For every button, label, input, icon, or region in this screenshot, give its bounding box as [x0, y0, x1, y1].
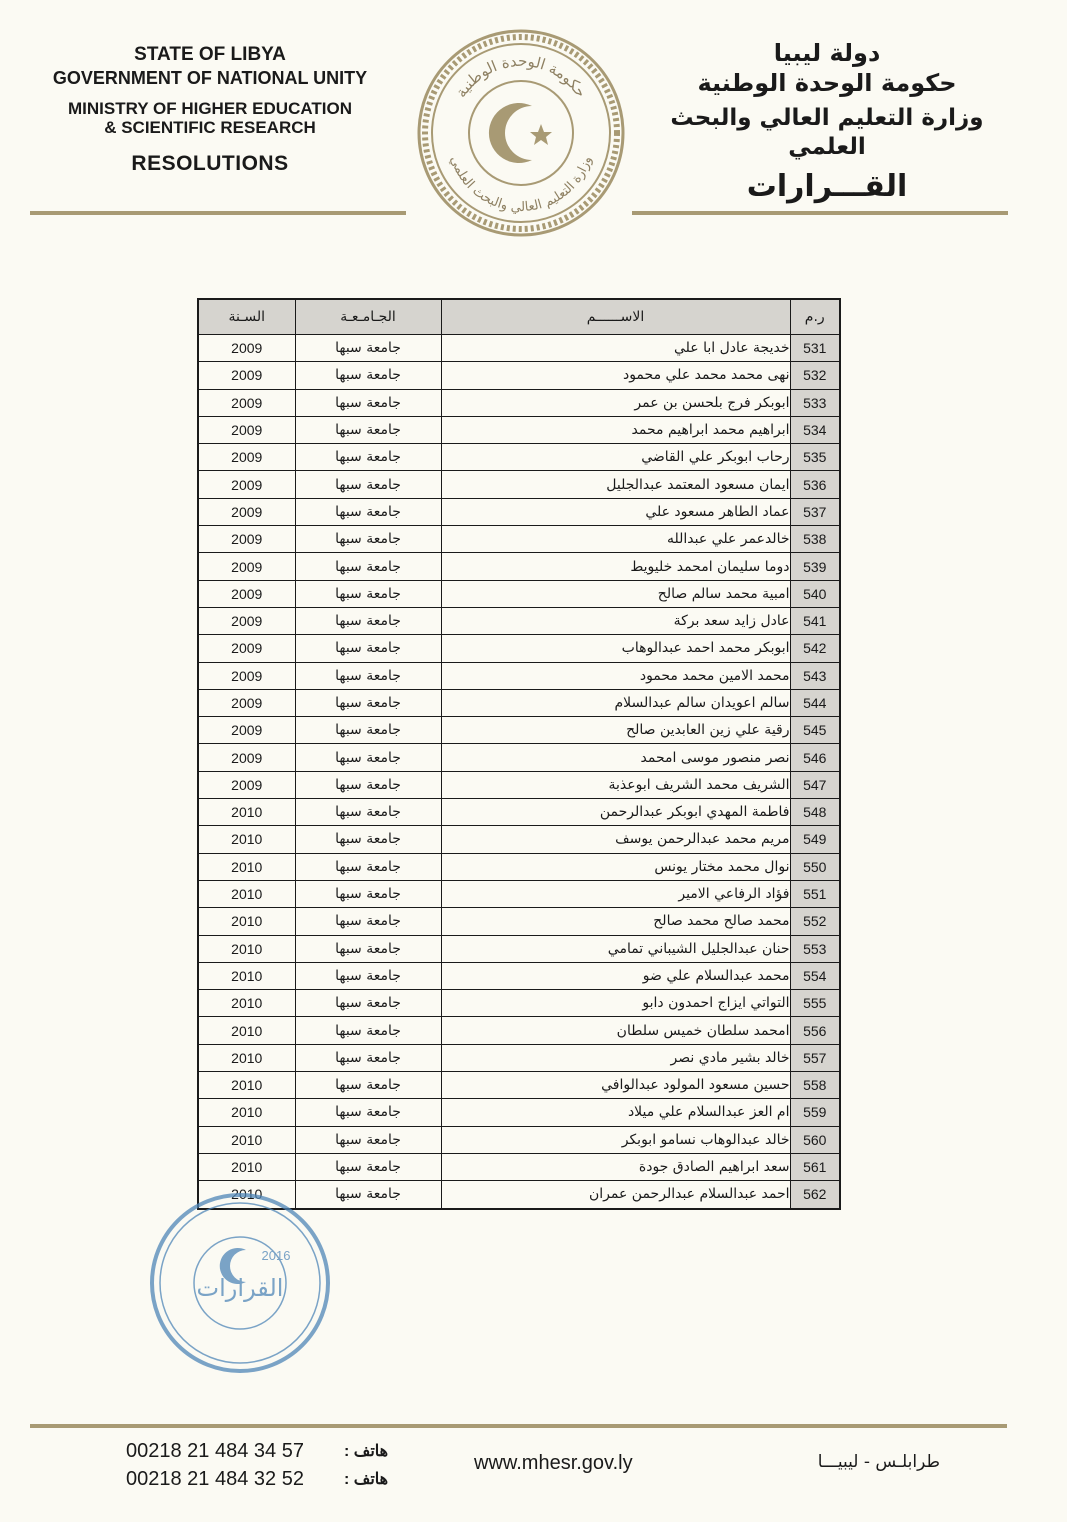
cell-year: 2010 — [198, 1153, 295, 1180]
cell-number: 554 — [790, 962, 840, 989]
english-letterhead — [30, 44, 390, 176]
cell-name: حسين مسعود المولود عبدالوافي — [441, 1072, 790, 1099]
cell-number: 560 — [790, 1126, 840, 1153]
arabic-letterhead — [647, 38, 1007, 205]
header-rule-left — [30, 211, 406, 215]
table-row — [198, 935, 840, 962]
cell-year: 2009 — [198, 771, 295, 798]
cell-year: 2009 — [198, 335, 295, 362]
cell-university: جامعة سبها — [295, 826, 441, 853]
cell-university: جامعة سبها — [295, 362, 441, 389]
government-name-en: GOVERNMENT OF NATIONAL UNITY — [52, 67, 368, 88]
department-name-en: RESOLUTIONS — [131, 151, 289, 175]
cell-number: 535 — [790, 444, 840, 471]
cell-year: 2009 — [198, 635, 295, 662]
cell-number: 553 — [790, 935, 840, 962]
cell-university: جامعة سبها — [295, 1044, 441, 1071]
table-row — [198, 1099, 840, 1126]
svg-text:حكومة الوحدة الوطنية: حكومة الوحدة الوطنية — [451, 51, 591, 101]
table-row — [198, 771, 840, 798]
cell-name: خالدعمر علي عبدالله — [441, 526, 790, 553]
cell-name: حنان عبدالجليل الشيباني تمامي — [441, 935, 790, 962]
cell-name: خالد بشير مادي نصر — [441, 1044, 790, 1071]
cell-university: جامعة سبها — [295, 744, 441, 771]
cell-name: الشريف محمد الشريف ابوعذبة — [441, 771, 790, 798]
cell-name: امبية محمد سالم صالح — [441, 580, 790, 607]
ministry-emblem-icon — [412, 28, 630, 238]
cell-university: جامعة سبها — [295, 389, 441, 416]
cell-name: فؤاد الرفاعي الامير — [441, 880, 790, 907]
official-stamp-icon — [142, 1188, 338, 1378]
cell-university: جامعة سبها — [295, 880, 441, 907]
cell-university: جامعة سبها — [295, 498, 441, 525]
state-name-ar: دولة ليبيا — [773, 39, 881, 67]
cell-year: 2010 — [198, 1072, 295, 1099]
cell-university: جامعة سبها — [295, 526, 441, 553]
table-row — [198, 444, 840, 471]
cell-number: 538 — [790, 526, 840, 553]
cell-name: عادل زايد سعد بركة — [441, 607, 790, 634]
cell-year: 2009 — [198, 689, 295, 716]
cell-university: جامعة سبها — [295, 662, 441, 689]
cell-year: 2009 — [198, 416, 295, 443]
cell-university: جامعة سبها — [295, 717, 441, 744]
cell-name: محمد صالح محمد صالح — [441, 908, 790, 935]
cell-name: خالد عبدالوهاب نسامو ابوبكر — [441, 1126, 790, 1153]
table-row — [198, 717, 840, 744]
cell-name: فاطمة المهدي ابوبكر عبدالرحمن — [441, 799, 790, 826]
table-row — [198, 1072, 840, 1099]
graduates-table — [197, 298, 841, 1210]
cell-year: 2010 — [198, 1181, 295, 1209]
cell-university: جامعة سبها — [295, 1072, 441, 1099]
cell-name: محمد الامين محمد محمود — [441, 662, 790, 689]
website-url: www.mhesr.gov.ly — [474, 1452, 633, 1474]
cell-year: 2010 — [198, 1099, 295, 1126]
cell-year: 2010 — [198, 1044, 295, 1071]
cell-name: ابوبكر فرج بلحسن بن عمر — [441, 389, 790, 416]
cell-university: جامعة سبها — [295, 471, 441, 498]
cell-university: جامعة سبها — [295, 416, 441, 443]
ministry-name-en-2: & SCIENTIFIC RESEARCH — [104, 118, 316, 138]
cell-number: 556 — [790, 1017, 840, 1044]
cell-university: جامعة سبها — [295, 1099, 441, 1126]
table-row — [198, 416, 840, 443]
column-header-year: السـنة — [198, 299, 295, 335]
cell-university: جامعة سبها — [295, 635, 441, 662]
cell-number: 558 — [790, 1072, 840, 1099]
cell-university: جامعة سبها — [295, 771, 441, 798]
footer-rule — [30, 1424, 1007, 1428]
cell-year: 2009 — [198, 362, 295, 389]
cell-name: نهى محمد محمد علي محمود — [441, 362, 790, 389]
cell-number: 550 — [790, 853, 840, 880]
table-row — [198, 1126, 840, 1153]
column-header-number: ر.م — [790, 299, 840, 335]
table-row — [198, 662, 840, 689]
cell-number: 533 — [790, 389, 840, 416]
cell-year: 2010 — [198, 799, 295, 826]
cell-name: عماد الطاهر مسعود علي — [441, 498, 790, 525]
cell-university: جامعة سبها — [295, 908, 441, 935]
column-header-university: الجـامـعـة — [295, 299, 441, 335]
cell-university: جامعة سبها — [295, 1153, 441, 1180]
cell-university: جامعة سبها — [295, 607, 441, 634]
svg-text:وزارة التعليم العالي والبحث ال: وزارة التعليم العالي والبحث العلمي — [446, 154, 596, 216]
cell-year: 2009 — [198, 526, 295, 553]
cell-year: 2009 — [198, 662, 295, 689]
table-row — [198, 607, 840, 634]
phone-entry — [126, 1465, 388, 1493]
cell-year: 2009 — [198, 553, 295, 580]
city-address: طرابلـس - ليبيـــا — [817, 1452, 940, 1472]
phone-label: هاتف : — [344, 1471, 389, 1488]
table-row — [198, 826, 840, 853]
table-row — [198, 553, 840, 580]
state-name-en: STATE OF LIBYA — [134, 44, 286, 65]
cell-year: 2010 — [198, 826, 295, 853]
table-row — [198, 853, 840, 880]
table-row — [198, 908, 840, 935]
cell-number: 547 — [790, 771, 840, 798]
cell-number: 552 — [790, 908, 840, 935]
cell-number: 562 — [790, 1181, 840, 1209]
table-row — [198, 362, 840, 389]
cell-number: 544 — [790, 689, 840, 716]
cell-name: ايمان مسعود المعتمد عبدالجليل — [441, 471, 790, 498]
table-row — [198, 1044, 840, 1071]
cell-year: 2009 — [198, 607, 295, 634]
table-header-row — [198, 299, 840, 335]
phone-label: هاتف : — [344, 1443, 389, 1460]
cell-year: 2009 — [198, 444, 295, 471]
svg-text:2016: 2016 — [261, 1248, 291, 1263]
cell-number: 539 — [790, 553, 840, 580]
cell-university: جامعة سبها — [295, 1126, 441, 1153]
header-rule-right — [632, 211, 1008, 215]
cell-year: 2010 — [198, 935, 295, 962]
table-row — [198, 580, 840, 607]
cell-name: نوال محمد مختار يونس — [441, 853, 790, 880]
table-row — [198, 1153, 840, 1180]
cell-year: 2010 — [198, 962, 295, 989]
phone-number: 00218 21 484 34 57 — [126, 1439, 304, 1462]
cell-number: 546 — [790, 744, 840, 771]
cell-year: 2010 — [198, 990, 295, 1017]
phone-entry — [126, 1437, 388, 1465]
cell-university: جامعة سبها — [295, 689, 441, 716]
cell-university: جامعة سبها — [295, 580, 441, 607]
cell-number: 559 — [790, 1099, 840, 1126]
column-header-name: الاســــــم — [441, 299, 790, 335]
cell-year: 2009 — [198, 580, 295, 607]
cell-number: 541 — [790, 607, 840, 634]
cell-name: مريم محمد عبدالرحمن يوسف — [441, 826, 790, 853]
table-row — [198, 1017, 840, 1044]
cell-university: جامعة سبها — [295, 853, 441, 880]
cell-number: 532 — [790, 362, 840, 389]
cell-year: 2009 — [198, 744, 295, 771]
cell-university: جامعة سبها — [295, 444, 441, 471]
cell-university: جامعة سبها — [295, 962, 441, 989]
svg-text:القرارات: القرارات — [196, 1274, 284, 1302]
cell-number: 540 — [790, 580, 840, 607]
cell-number: 531 — [790, 335, 840, 362]
cell-name: ابوبكر محمد احمد عبدالوهاب — [441, 635, 790, 662]
government-name-ar: حكومة الوحدة الوطنية — [697, 69, 957, 97]
cell-name: امحمد سلطان خميس سلطان — [441, 1017, 790, 1044]
cell-year: 2010 — [198, 880, 295, 907]
cell-number: 548 — [790, 799, 840, 826]
cell-name: سالم اعويدان سالم عبدالسلام — [441, 689, 790, 716]
cell-name: خديجة عادل ابا علي — [441, 335, 790, 362]
cell-university: جامعة سبها — [295, 935, 441, 962]
cell-name: رحاب ابوبكر علي القاضي — [441, 444, 790, 471]
cell-number: 534 — [790, 416, 840, 443]
cell-year: 2010 — [198, 908, 295, 935]
table-row — [198, 471, 840, 498]
table-row — [198, 962, 840, 989]
cell-name: احمد عبدالسلام عبدالرحمن عمران — [441, 1181, 790, 1209]
cell-university: جامعة سبها — [295, 990, 441, 1017]
cell-name: رقية علي زين العابدين صالح — [441, 717, 790, 744]
cell-name: نصر منصور موسى امحمد — [441, 744, 790, 771]
cell-name: ام العز عبدالسلام علي ميلاد — [441, 1099, 790, 1126]
cell-number: 549 — [790, 826, 840, 853]
table-row — [198, 744, 840, 771]
phone-number: 00218 21 484 32 52 — [126, 1467, 304, 1490]
cell-name: دوما سليمان امحمد خليويط — [441, 553, 790, 580]
table-row — [198, 498, 840, 525]
cell-year: 2010 — [198, 1126, 295, 1153]
cell-number: 536 — [790, 471, 840, 498]
cell-year: 2010 — [198, 1017, 295, 1044]
cell-number: 545 — [790, 717, 840, 744]
table-row — [198, 526, 840, 553]
cell-number: 555 — [790, 990, 840, 1017]
cell-year: 2010 — [198, 853, 295, 880]
cell-number: 551 — [790, 880, 840, 907]
cell-university: جامعة سبها — [295, 1017, 441, 1044]
cell-name: سعد ابراهيم الصادق جودة — [441, 1153, 790, 1180]
cell-name: التواتي ايزاج احمدون دابو — [441, 990, 790, 1017]
table-row — [198, 880, 840, 907]
cell-number: 542 — [790, 635, 840, 662]
cell-university: جامعة سبها — [295, 799, 441, 826]
department-name-ar: القـــرارات — [746, 168, 908, 204]
table-row — [198, 689, 840, 716]
cell-name: ابراهيم محمد ابراهيم محمد — [441, 416, 790, 443]
table-row — [198, 389, 840, 416]
cell-number: 537 — [790, 498, 840, 525]
cell-name: محمد عبدالسلام علي ضو — [441, 962, 790, 989]
cell-number: 561 — [790, 1153, 840, 1180]
cell-number: 557 — [790, 1044, 840, 1071]
cell-university: جامعة سبها — [295, 1181, 441, 1209]
table-row — [198, 990, 840, 1017]
ministry-name-ar: وزارة التعليم العالي والبحث العلمي — [670, 105, 984, 160]
cell-university: جامعة سبها — [295, 335, 441, 362]
phone-list — [126, 1437, 388, 1493]
cell-year: 2009 — [198, 471, 295, 498]
ministry-name-en-1: MINISTRY OF HIGHER EDUCATION — [68, 98, 352, 118]
cell-university: جامعة سبها — [295, 553, 441, 580]
table-row — [198, 635, 840, 662]
cell-number: 543 — [790, 662, 840, 689]
cell-year: 2009 — [198, 498, 295, 525]
cell-year: 2009 — [198, 717, 295, 744]
table-row — [198, 799, 840, 826]
table-row — [198, 335, 840, 362]
cell-year: 2009 — [198, 389, 295, 416]
